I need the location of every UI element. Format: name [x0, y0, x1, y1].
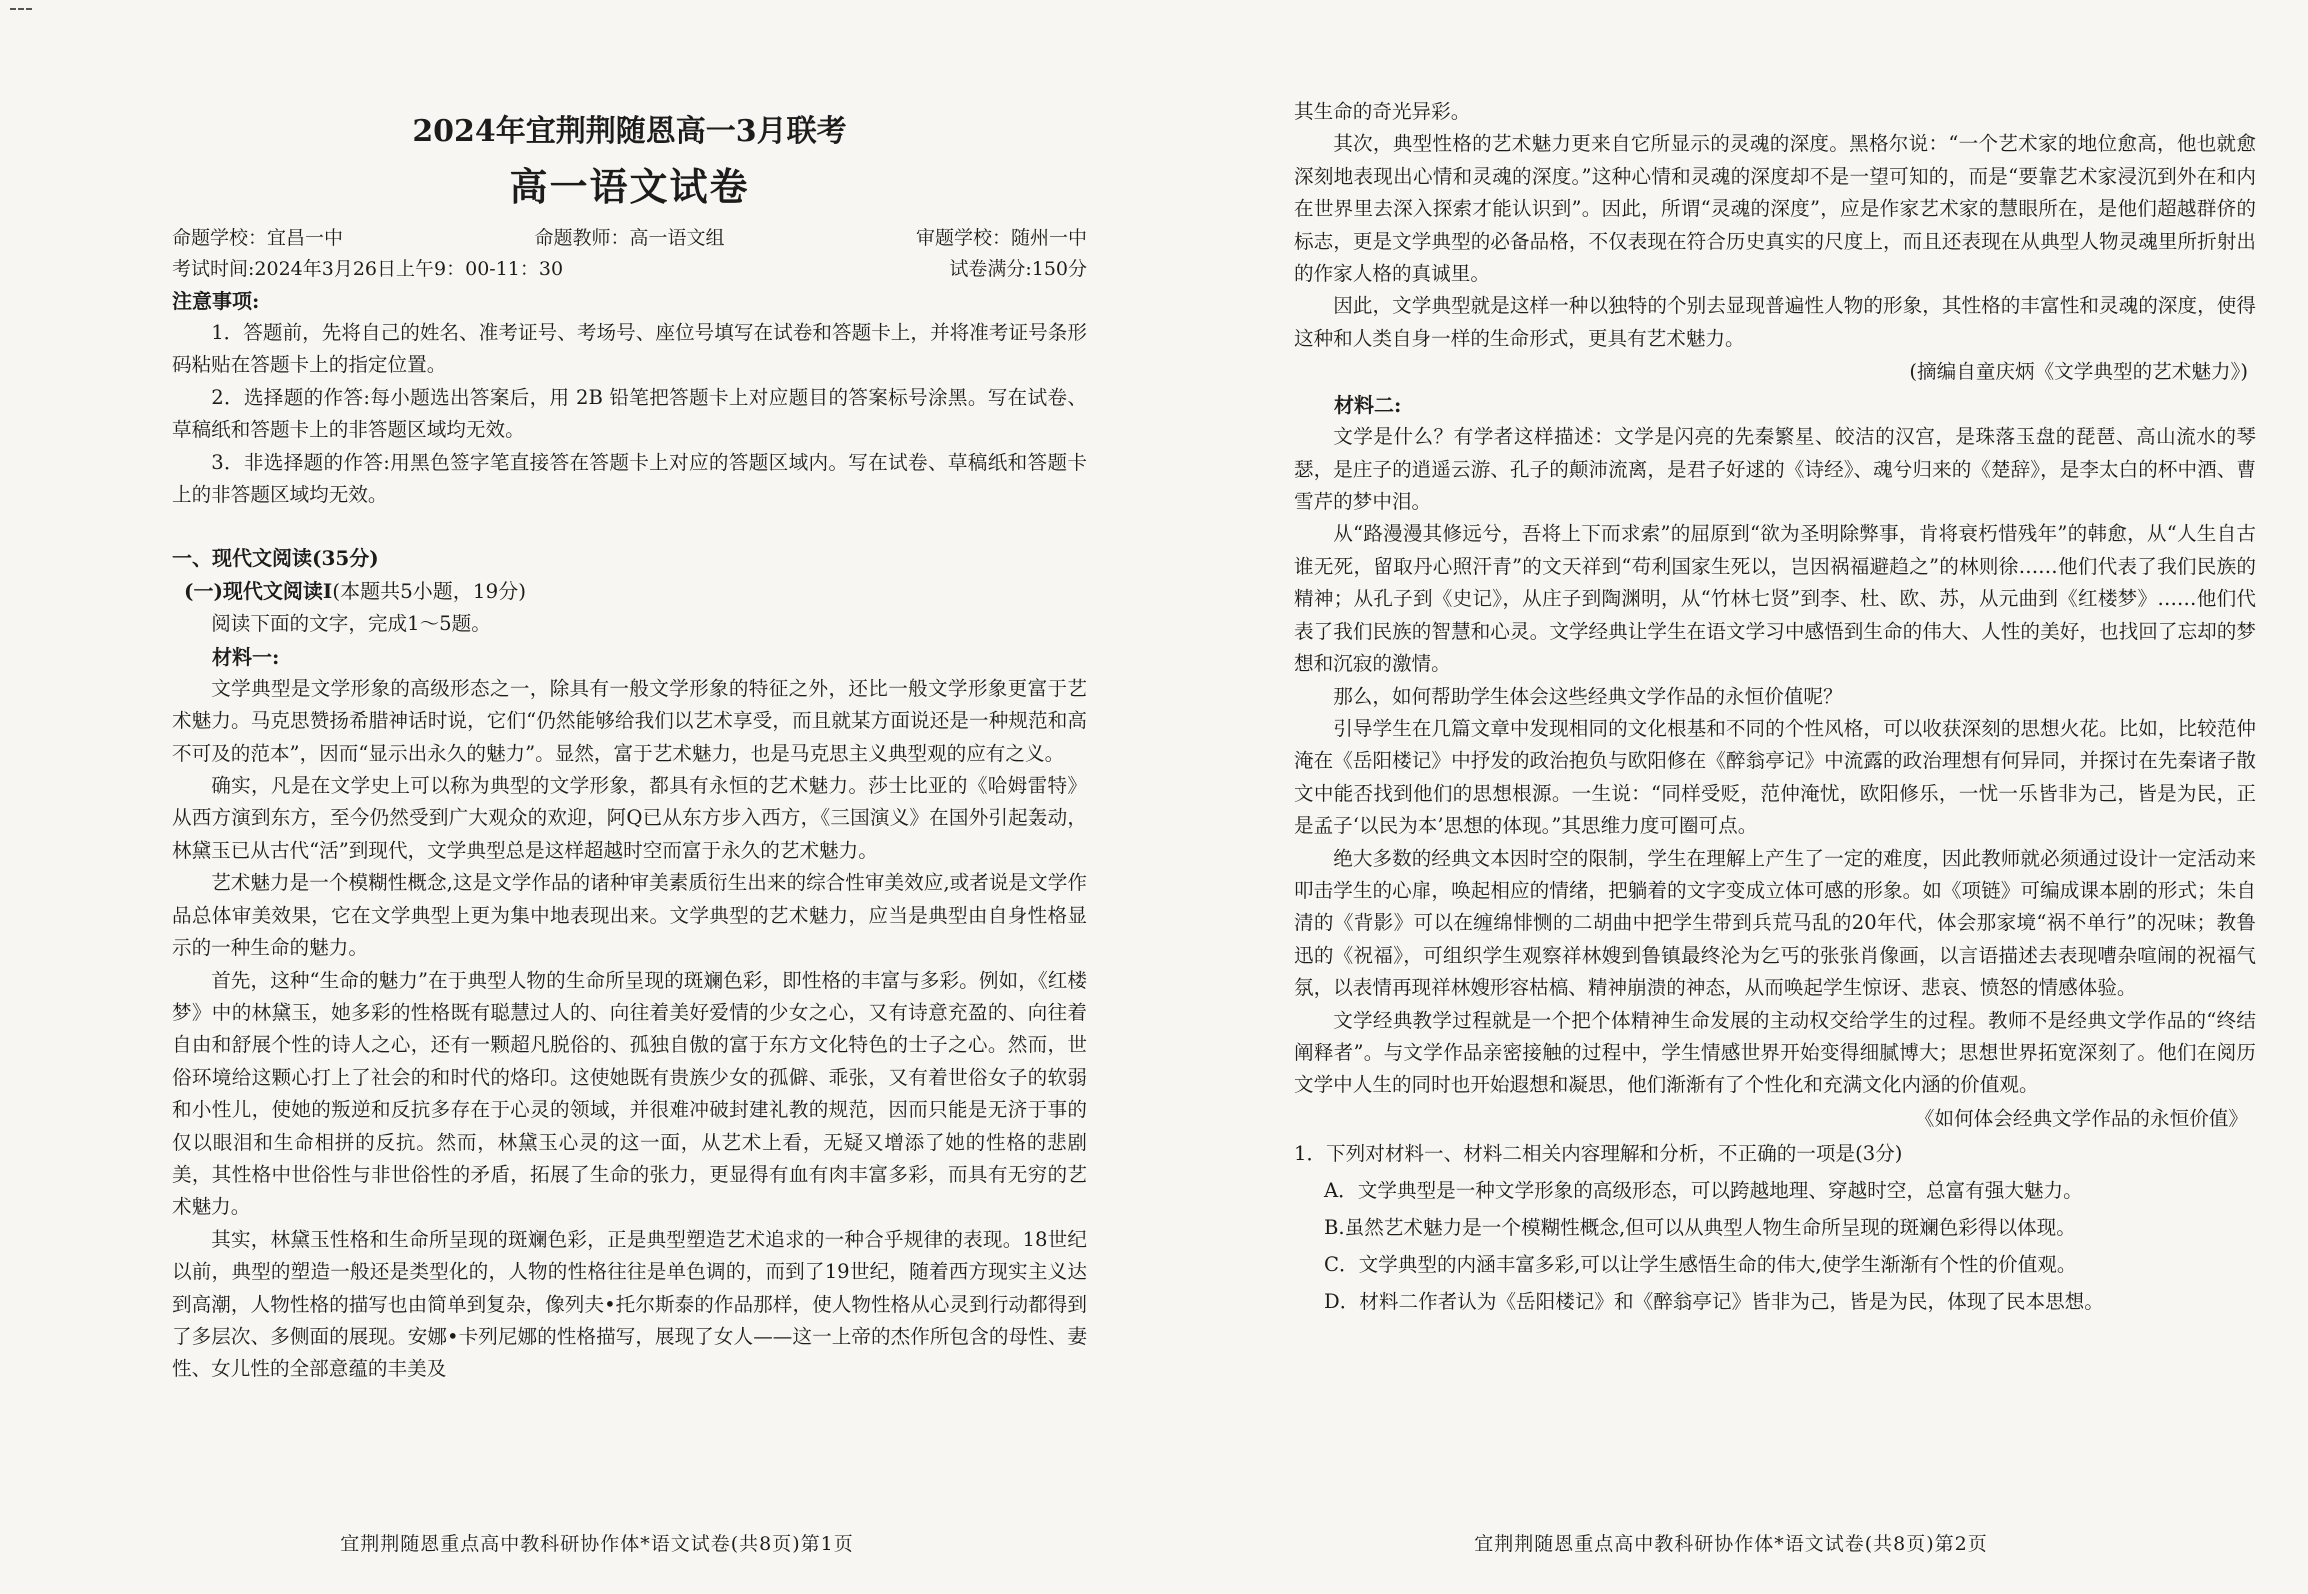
- paragraph: 文学是什么？有学者这样描述：文学是闪亮的先秦繁星、皎洁的汉宫，是珠落玉盘的琵琶、高山流水的琴瑟，是庄子的逍遥云游、孔子的颠沛流离，是君子好逑的《诗经》、魂兮归来的《楚辞》，是李太白的杯中酒、曹雪芹的梦中泪。: [1294, 425, 2256, 514]
- paragraph: 引导学生在几篇文章中发现相同的文化根基和不同的个性风格，可以收获深刻的思想火花。比如，比较范仲淹在《岳阳楼记》中抒发的政治抱负与欧阳修在《醉翁亭记》中流露的政治理想有何异同，并探讨在先秦诸子散文中能否找到他们的思想根源。一生说：“同样受贬，范仲淹忧，欧阳修乐，一忧一乐皆非为己，皆是为民，正是孟子‘以民为本’思想的体现。”其思维力度可圈可点。: [1294, 716, 2256, 838]
- proposer-school: 命题学校：宜昌一中: [172, 227, 344, 249]
- exam-meta-row-2: [172, 254, 1087, 285]
- page-2-footer: 宜荆荆随恩重点高中教科研协作体*语文试卷(共8页)第2页: [1474, 1533, 1988, 1555]
- paragraph: 确实，凡是在文学史上可以称为典型的文学形象，都具有永恒的艺术魅力。莎士比亚的《哈姆雷特》从西方演到东方，至今仍然受到广大观众的欢迎，阿Q已从东方步入西方，《三国演义》在国外引起轰动，林黛玉已从古代“活”到现代，文学典型总是这样超越时空而富于永久的艺术魅力。: [172, 774, 1087, 862]
- question-1-option-c: C．文学典型的内涵丰富多彩,可以让学生感悟生命的伟大,使学生渐渐有个性的价值观。: [1324, 1252, 2077, 1276]
- material-1-source: (摘编自童庆炳《文学典型的艺术魅力》): [1909, 360, 2248, 384]
- paragraph: 其实，林黛玉性格和生命所呈现的斑斓色彩，正是典型塑造艺术追求的一种合乎规律的表现。18世纪以前，典型的塑造一般还是类型化的，人物的性格往往是单色调的，而到了19世纪，随着西方现实主义达到高潮，人物性格的描写也由简单到复杂，像列夫•托尔斯泰的作品那样，使人物性格从心灵到行动都得到了多层次、多侧面的展现。安娜•卡列尼娜的性格描写，展现了女人——这一上帝的杰作所包含的母性、妻性、女儿性的全部意蕴的丰美及: [172, 1227, 1087, 1381]
- exam-page-2: [1154, 0, 2308, 1594]
- sub-heading-detail: (本题共5小题，19分): [332, 579, 527, 604]
- exam-meta-row-1: [172, 223, 1087, 254]
- notice-item: 2．选择题的作答:每小题选出答案后，用 2B 铅笔把答题卡上对应题目的答案标号涂黑。写在试卷、草稿纸和答题卡上的非答题区域均无效。: [172, 385, 1087, 442]
- page-2-column: [1294, 96, 2256, 1320]
- paragraph: 文学典型是文学形象的高级形态之一，除具有一般文学形象的特征之外，还比一般文学形象更富于艺术魅力。马克思赞扬希腊神话时说，它们“仍然能够给我们以艺术享受，而且就某方面说还是一种规范和高不可及的范本”，因而“显示出永久的魅力”。显然，富于艺术魅力，也是马克思主义典型观的应有之义。: [172, 676, 1087, 765]
- page-1-footer: 宜荆荆随恩重点高中教科研协作体*语文试卷(共8页)第1页: [340, 1533, 854, 1555]
- notice-item: 1．答题前，先将自己的姓名、准考证号、考场号、座位号填写在试卷和答题卡上，并将准考证号条形码粘贴在答题卡上的指定位置。: [172, 321, 1087, 377]
- paragraph: 那么，如何帮助学生体会这些经典文学作品的永恒价值呢？: [1333, 684, 1843, 708]
- notice-heading: 注意事项:: [172, 289, 260, 313]
- paragraph: 绝大多数的经典文本因时空的限制，学生在理解上产生了一定的难度，因此教师就必须通过设计一定活动来叩击学生的心扉，唤起相应的情绪，把躺着的文字变成立体可感的形象。如《项链》可编成课本剧的形式；朱自清的《背影》可以在缠绵悱恻的二胡曲中把学生带到兵荒马乱的20年代，体会那家境“祸不单行”的况味；教鲁迅的《祝福》，可组织学生观察祥林嫂到鲁镇最终沦为乞丐的张张肖像画，以言语描述去表现嘈杂喧闹的祝福气氛，以表情再现祥林嫂形容枯槁、精神崩溃的神态，从而唤起学生惊讶、悲哀、愤怒的情感体验。: [1294, 846, 2256, 1000]
- question-1-option-b: B.虽然艺术魅力是一个模糊性概念,但可以从典型人物生命所呈现的斑斓色彩得以体现。: [1324, 1215, 2076, 1239]
- paragraph: 因此，文学典型就是这样一种以独特的个别去显现普遍性人物的形象，其性格的丰富性和灵魂的深度，使得这种和人类自身一样的生命形式，更具有艺术魅力。: [1294, 294, 2256, 350]
- material-2-label: 材料二:: [1334, 393, 1402, 418]
- paragraph: 从“路漫漫其修远兮，吾将上下而求索”的屈原到“欲为圣明除弊事，肯将衰朽惜残年”的韩愈，从“人生自古谁无死，留取丹心照汗青”的文天祥到“苟利国家生死以，岂因祸福避趋之”的林则徐……他们代表了我们民族的精神；从孔子到《史记》，从庄子到陶渊明，从“竹林七贤”到李、杜、欧、苏，从元曲到《红楼梦》……他们代表了我们民族的智慧和心灵。文学经典让学生在语文学习中感悟到生命的伟大、人性的美好，也找回了忘却的梦想和沉寂的激情。: [1294, 522, 2256, 676]
- sub-heading: [172, 575, 1087, 608]
- proposer-teacher: 命题教师：高一语文组: [534, 227, 725, 249]
- reading-instruction: 阅读下面的文字，完成1～5题。: [211, 612, 491, 636]
- paragraph: 首先，这种“生命的魅力”在于典型人物的生命所呈现的斑斓色彩，即性格的丰富与多彩。例如，《红楼梦》中的林黛玉，她多彩的性格既有聪慧过人的、向往着美好爱情的少女之心，又有诗意充盈的、向往着自由和舒展个性的诗人之心，还有一颗超凡脱俗的、孤独自傲的富于东方文化特色的士子之心。然而，世俗环境给这颗心打上了社会的和时代的烙印。这使她既有贵族少女的孤僻、乖张，又有着世俗女子的软弱和小性儿，使她的叛逆和反抗多存在于心灵的领域，并很难冲破封建礼教的规范，因而只能是无济于事的仅以眼泪和生命相拼的反抗。然而，林黛玉心灵的这一面，从艺术上看，无疑又增添了她的性格的悲剧美，其性格中世俗性与非世俗性的矛盾，拓展了生命的张力，更显得有血有肉丰富多彩，而具有无穷的艺术魅力。: [172, 968, 1087, 1219]
- paragraph: 其次，典型性格的艺术魅力更来自它所显示的灵魂的深度。黑格尔说：“一个艺术家的地位愈高，他也就愈深刻地表现出心情和灵魂的深度。”这种心情和灵魂的深度却不是一望可知的，而是“要靠艺术家浸沉到外在和内在世界里去深入探索才能认识到”。因此，所谓“灵魂的深度”，应是作家艺术家的慧眼所在，是他们超越群侪的标志，更是文学典型的必备品格，不仅表现在符合历史真实的尺度上，而且还表现在从典型人物灵魂里所折射出的作家人格的真诚里。: [1294, 132, 2256, 286]
- paragraph: 艺术魅力是一个模糊性概念,这是文学作品的诸种审美素质衍生出来的综合性审美效应,或者说是文学作品总体审美效果，它在文学典型上更为集中地表现出来。文学典型的艺术魅力，应当是典型由自身性格显示的一种生命的魅力。: [172, 871, 1087, 960]
- material-2-source: 《如何体会经典文学作品的永恒价值》: [1914, 1106, 2248, 1130]
- paragraph: 其生命的奇光异彩。: [1294, 100, 1471, 123]
- question-1-option-d: D．材料二作者认为《岳阳楼记》和《醉翁亭记》皆非为己，皆是为民，体现了民本思想。: [1324, 1289, 2104, 1313]
- notice-item: 3．非选择题的作答:用黑色签字笔直接答在答题卡上对应的答题区域内。写在试卷、草稿纸和答题卡上的非答题区域均无效。: [172, 450, 1087, 507]
- material-1-label: 材料一:: [212, 644, 280, 669]
- exam-time: 考试时间:2024年3月26日上午9：00-11：30: [172, 258, 564, 280]
- exam-title: 2024年宜荆荆随恩高一3月联考: [412, 114, 847, 149]
- sub-heading-title: (一)现代文阅读Ⅰ: [184, 579, 333, 604]
- paragraph: 文学经典教学过程就是一个把个体精神生命发展的主动权交给学生的过程。教师不是经典文学作品的“终结阐释者”。与文学作品亲密接触的过程中，学生情感世界开始变得细腻博大；思想世界拓宽深刻了。他们在阅历文学中人生的同时也开始遐想和凝思，他们渐渐有了个性化和充满文化内涵的价值观。: [1294, 1008, 2256, 1097]
- full-score: 试卷满分:150分: [949, 258, 1087, 280]
- question-1-stem: 1．下列对材料一、材料二相关内容理解和分析，不正确的一项是(3分): [1294, 1141, 1903, 1165]
- section-heading: 一、现代文阅读(35分): [172, 546, 379, 571]
- reviewer-school: 审题学校：随州一中: [915, 227, 1087, 249]
- paper-title: 高一语文试卷: [509, 164, 750, 209]
- page-1-column: [172, 98, 1087, 1386]
- question-1-option-a: A．文学典型是一种文学形象的高级形态，可以跨越地理、穿越时空，总富有强大魅力。: [1324, 1178, 2083, 1202]
